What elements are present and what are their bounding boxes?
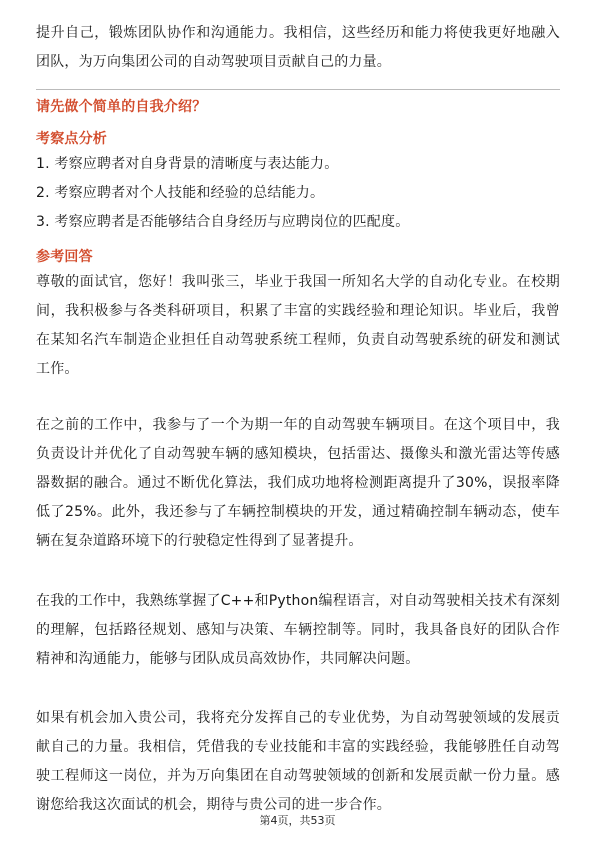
answer-heading: 参考回答 xyxy=(36,249,93,265)
section-divider xyxy=(36,89,560,90)
analysis-heading: 考察点分析 xyxy=(36,131,107,147)
document-page xyxy=(36,0,560,842)
page-number: 第4页，共53页 xyxy=(259,814,336,827)
list-item: 3. 考察应聘者是否能够结合自身经历与应聘岗位的匹配度。 xyxy=(36,214,410,230)
intro-paragraph: 提升自己，锻炼团队协作和沟通能力。我相信，这些经历和能力将使我更好地融入团队，为万向集团公司的自动驾驶项目贡献自己的力量。 xyxy=(36,25,560,70)
answer-paragraph-4: 如果有机会加入贵公司，我将充分发挥自己的专业优势，为自动驾驶领域的发展贡献自己的力量。我相信，凭借我的专业技能和丰富的实践经验，我能够胜任自动驾驶工程师这一岗位，并为万向集团在自动驾驶领域的创新和发展贡献一份力量。感谢您给我这次面试的机会，期待与贵公司的进一步合作。 xyxy=(36,710,560,813)
answer-paragraph-2: 在之前的工作中，我参与了一个为期一年的自动驾驶车辆项目。在这个项目中，我负责设计并优化了自动驾驶车辆的感知模块，包括雷达、摄像头和激光雷达等传感器数据的融合。通过不断优化算法，我们成功地将检测距离提升了30%，误报率降低了25%。此外，我还参与了车辆控制模块的开发，通过精确控制车辆动态，使车辆在复杂道路环境下的行驶稳定性得到了显著提升。 xyxy=(36,417,560,549)
answer-paragraph-3: 在我的工作中，我熟练掌握了C++和Python编程语言，对自动驾驶相关技术有深刻的理解，包括路径规划、感知与决策、车辆控制等。同时，我具备良好的团队合作精神和沟通能力，能够与团队成员高效协作，共同解决问题。 xyxy=(36,593,560,667)
answer-paragraph-1: 尊敬的面试官，您好！我叫张三，毕业于我国一所知名大学的自动化专业。在校期间，我积极参与各类科研项目，积累了丰富的实践经验和理论知识。毕业后，我曾在某知名汽车制造企业担任自动驾驶系统工程师，负责自动驾驶系统的研发和测试工作。 xyxy=(36,274,560,377)
list-item: 2. 考察应聘者对个人技能和经验的总结能力。 xyxy=(36,185,325,201)
list-item: 1. 考察应聘者对自身背景的清晰度与表达能力。 xyxy=(36,156,339,172)
analysis-list xyxy=(36,150,560,237)
question-title: 请先做个简单的自我介绍？ xyxy=(36,99,207,115)
